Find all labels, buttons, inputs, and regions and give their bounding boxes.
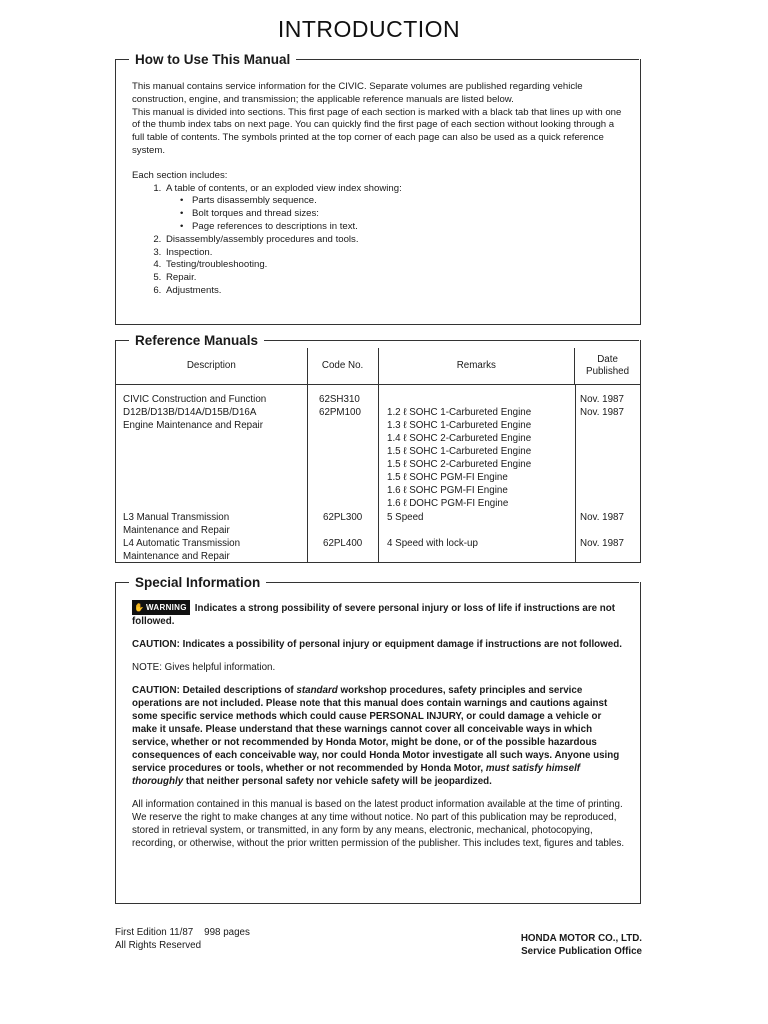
- rights-text: All Rights Reserved: [115, 940, 202, 951]
- reference-manuals-heading: Reference Manuals: [135, 332, 259, 348]
- table-row: L4 Automatic Transmission Maintenance and Repair: [123, 538, 241, 562]
- special-information-heading: Special Information: [135, 574, 261, 590]
- publisher-info: [521, 932, 642, 958]
- column-header-date: Date Published: [574, 348, 640, 384]
- list-item: • Page references to descriptions in text.: [180, 221, 624, 234]
- list-item: 1. A table of contents, or an exploded view index showing: • Parts disassembly sequence. • Bolt torques and thread sizes: • Page references to descriptions in text.: [164, 183, 624, 234]
- how-to-use-para1: This manual contains service information for the CIVIC. Separate volumes are published regarding vehicle construction, engine, and transmission; the applicable reference manuals are listed below.: [132, 81, 583, 105]
- list-item: 2. Disassembly/assembly procedures and tools.: [164, 234, 624, 247]
- reference-table: [116, 348, 640, 385]
- table-header: [116, 348, 640, 385]
- table-row: L3 Manual Transmission Maintenance and Repair: [123, 512, 230, 536]
- section-contents-list: [132, 183, 624, 298]
- special-information-section: [115, 574, 641, 904]
- list-item: 5. Repair.: [164, 272, 624, 285]
- list-item: • Parts disassembly sequence.: [180, 195, 624, 208]
- page-title: INTRODUCTION: [277, 16, 461, 42]
- page-count: 998 pages: [204, 927, 250, 938]
- caution-detailed-paragraph: CAUTION: Detailed descriptions of standard workshop procedures, safety principles and service operations are not included. Please note that this manual does contain warnings and cautions against some specific service methods which could cause PERSONAL INJURY, or could damage a vehicle or make it unsafe. Please understand that these warnings cannot cover all conceivable ways in which service, whether or not recommended by Honda Motor, might be done, or of the possible hazardous consequences of each conceivable way, nor could Honda Motor investigate all such ways. Anyone using service procedures or tools, whether or not recommended by Honda Motor, must satisfy himself thoroughly that neither personal safety nor vehicle safety will be jeopardized.: [132, 685, 620, 787]
- office-name: Service Publication Office: [521, 946, 642, 957]
- column-header-remarks: Remarks: [378, 348, 575, 384]
- table-body: CIVIC Construction and Function D12B/D13B/D14A/D15B/D16A Engine Maintenance and Repair 62SH310 62PM100 1.2 ℓ SOHC 1-Carbureted Engine 1.3 ℓ SOHC 1-Carbureted Engine 1.4 ℓ SOHC 2-Carbureted Engine 1.5 ℓ SOHC 1-Carbureted Engine 1.5 ℓ SOHC 2-Carbureted Engine 1.5 ℓ SOHC PGM-FI Engine 1.6 ℓ SOHC PGM-FI Engine 1.6 ℓ DOHC PGM-FI Engine Nov. 1987 Nov. 1987 L3 Manual Transmission Maintenance and Repair 62PL300 5 Speed Nov. 1987 L4 Automatic Transmission Maintenance and Repair 62PL400 4 Speed with lock-up Nov. 1987: [116, 385, 640, 562]
- list-item: 4. Testing/troubleshooting.: [164, 259, 624, 272]
- warning-paragraph: ✋ WARNING Indicates a strong possibility of severe personal injury or loss of life if instructions are not followed.: [132, 600, 626, 628]
- warning-badge: ✋ WARNING: [132, 600, 190, 615]
- list-item: 3. Inspection.: [164, 247, 624, 260]
- column-header-code: Code No.: [307, 348, 378, 384]
- company-name: HONDA MOTOR CO., LTD.: [520, 933, 642, 944]
- edition-info: [115, 926, 250, 952]
- warning-hand-icon: ✋: [134, 603, 145, 612]
- caution-paragraph: CAUTION: Indicates a possibility of personal injury or equipment damage if instructions are not followed.: [132, 639, 622, 650]
- edition-text: First Edition 11/87: [115, 927, 194, 938]
- list-item: 6. Adjustments.: [164, 285, 624, 298]
- all-information-paragraph: All information contained in this manual is based on the latest product information available at the time of printing. We reserve the right to make changes at any time without notice. No part of this publication may be reproduced, stored in retrieval system, or transmitted, in any form by any means, electronic, mechanical, photocopying, recording, or otherwise, without the prior written permission of the publisher. This includes text, figures and tables.: [132, 799, 625, 849]
- how-to-use-para2: This manual is divided into sections. This first page of each section is marked with a black tab that lines up with one of the thumb index tabs on next page. You can quickly find the first page of each section without looking through a full table of contents. The symbols printed at the top corner of each page can also be used as a quick reference system.: [132, 106, 622, 156]
- column-header-description: Description: [186, 360, 236, 371]
- note-paragraph: NOTE: Gives helpful information.: [132, 662, 276, 673]
- includes-label: Each section includes:: [132, 169, 228, 181]
- how-to-use-heading: How to Use This Manual: [135, 51, 291, 67]
- table-row: CIVIC Construction and Function D12B/D13B/D14A/D15B/D16A Engine Maintenance and Repair: [123, 394, 267, 431]
- reference-manuals-section: [115, 332, 641, 563]
- how-to-use-section: [115, 51, 641, 325]
- list-item: • Bolt torques and thread sizes:: [180, 208, 624, 221]
